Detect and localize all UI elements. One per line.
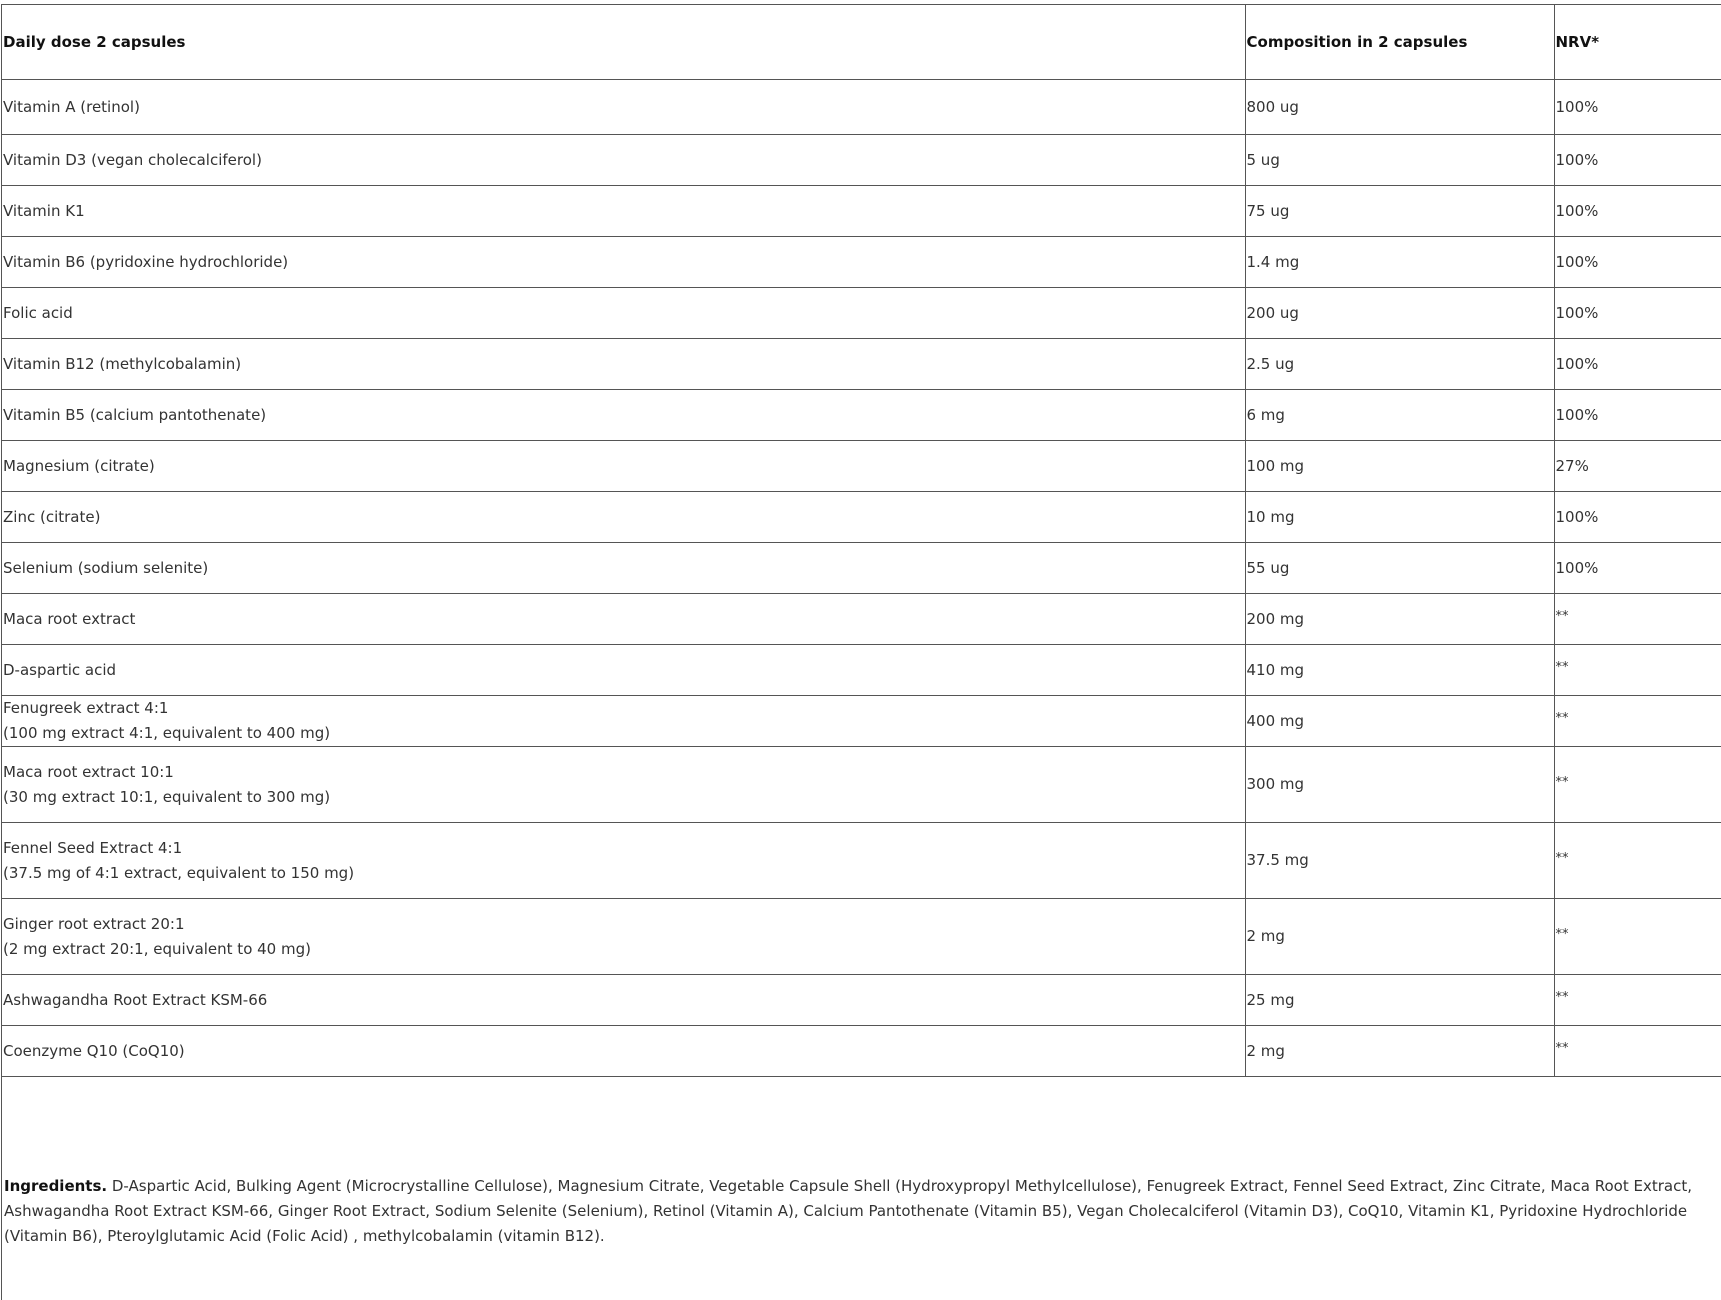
nrv-value: 27% xyxy=(1555,456,1589,475)
nrv-cell xyxy=(1554,135,1721,186)
nutrient-name: Vitamin A (retinol) xyxy=(3,97,140,116)
nutrient-name-cell xyxy=(2,390,1245,441)
nutrient-name-cell xyxy=(2,823,1245,899)
nrv-value: ** xyxy=(1555,926,1569,942)
nrv-value: 100% xyxy=(1555,150,1599,169)
table-row xyxy=(2,1026,1721,1077)
nutrient-note: (30 mg extract 10:1, equivalent to 300 mg) xyxy=(3,787,331,806)
table-row xyxy=(2,288,1721,339)
nrv-value: 100% xyxy=(1555,303,1599,322)
nrv-value: ** xyxy=(1555,990,1569,1005)
table-row xyxy=(2,975,1721,1026)
header-daily-dose: Daily dose 2 capsules xyxy=(2,5,1245,80)
nutrition-sheet xyxy=(1,4,1721,1300)
nutrient-name: Coenzyme Q10 (CoQ10) xyxy=(3,1041,185,1060)
nutrient-name: Vitamin K1 xyxy=(3,201,85,220)
nutrient-name: Maca root extract xyxy=(3,609,136,628)
composition-cell: 200 ug xyxy=(1245,288,1554,339)
composition-cell: 5 ug xyxy=(1245,135,1554,186)
nrv-cell xyxy=(1554,186,1721,237)
nrv-cell xyxy=(1554,975,1721,1026)
nutrient-name: Ginger root extract 20:1 xyxy=(3,914,185,933)
nrv-cell xyxy=(1554,339,1721,390)
composition-cell: 10 mg xyxy=(1245,492,1554,543)
nrv-cell xyxy=(1554,390,1721,441)
nrv-value: ** xyxy=(1555,774,1569,790)
table-row xyxy=(2,543,1721,594)
nutrient-note: (2 mg extract 20:1, equivalent to 40 mg) xyxy=(3,939,311,958)
nutrient-name-cell xyxy=(2,899,1245,975)
composition-cell: 400 mg xyxy=(1245,696,1554,747)
nrv-cell xyxy=(1554,1026,1721,1077)
table-row xyxy=(2,492,1721,543)
nutrient-name-cell xyxy=(2,288,1245,339)
table-row xyxy=(2,186,1721,237)
table-row xyxy=(2,441,1721,492)
nutrient-name-cell xyxy=(2,339,1245,390)
nutrient-name: Ashwagandha Root Extract KSM-66 xyxy=(3,990,268,1009)
table-row xyxy=(2,696,1721,747)
nutrient-name: Maca root extract 10:1 xyxy=(3,762,174,781)
composition-cell: 410 mg xyxy=(1245,645,1554,696)
header-nrv: NRV* xyxy=(1554,5,1721,80)
nrv-cell xyxy=(1554,823,1721,899)
composition-cell: 2.5 ug xyxy=(1245,339,1554,390)
table-row xyxy=(2,899,1721,975)
nutrient-name: Vitamin B12 (methylcobalamin) xyxy=(3,354,242,373)
nrv-value: 100% xyxy=(1555,354,1599,373)
table-row xyxy=(2,237,1721,288)
nrv-cell xyxy=(1554,645,1721,696)
nutrient-name: Zinc (citrate) xyxy=(3,507,101,526)
nutrient-name-cell xyxy=(2,441,1245,492)
table-row xyxy=(2,823,1721,899)
nrv-value: 100% xyxy=(1555,558,1599,577)
composition-cell: 200 mg xyxy=(1245,594,1554,645)
nrv-cell xyxy=(1554,80,1721,135)
composition-cell: 300 mg xyxy=(1245,747,1554,823)
nrv-value: 100% xyxy=(1555,405,1599,424)
nutrient-name-cell xyxy=(2,1026,1245,1077)
nutrient-name-cell xyxy=(2,237,1245,288)
nutrient-name: Fenugreek extract 4:1 xyxy=(3,699,169,717)
nrv-value: 100% xyxy=(1555,507,1599,526)
composition-cell: 100 mg xyxy=(1245,441,1554,492)
nutrient-name: Vitamin D3 (vegan cholecalciferol) xyxy=(3,150,262,169)
table-row xyxy=(2,80,1721,135)
nutrient-name-cell xyxy=(2,696,1245,747)
nutrient-name-cell xyxy=(2,747,1245,823)
nutrient-name-cell xyxy=(2,135,1245,186)
nutrient-name: Folic acid xyxy=(3,303,73,322)
nutrient-name: Vitamin B5 (calcium pantothenate) xyxy=(3,405,267,424)
ingredients-label: Ingredients. xyxy=(4,1177,108,1195)
nrv-value: ** xyxy=(1555,711,1569,726)
nutrient-name: Fennel Seed Extract 4:1 xyxy=(3,838,183,857)
nrv-cell xyxy=(1554,441,1721,492)
composition-cell: 2 mg xyxy=(1245,1026,1554,1077)
nutrient-name: Selenium (sodium selenite) xyxy=(3,558,209,577)
nrv-cell xyxy=(1554,899,1721,975)
nrv-value: ** xyxy=(1555,850,1569,866)
nrv-value: 100% xyxy=(1555,97,1599,116)
nrv-value: ** xyxy=(1555,660,1569,675)
nutrient-name-cell xyxy=(2,543,1245,594)
composition-cell: 2 mg xyxy=(1245,899,1554,975)
ingredients-text: D-Aspartic Acid, Bulking Agent (Microcrystalline Cellulose), Magnesium Citrate, Vegetable Capsule Shell (Hydroxypropyl Methylcellulose), Fenugreek Extract, Fennel Seed Extract, Zinc Citrate, Maca Root Extract, Ashwagandha Root Extract KSM-66, Ginger Root Extract, Sodium Selenite (Selenium), Retinol (Vitamin A), Calcium Pantothenate (Vitamin B5), Vegan Cholecalciferol (Vitamin D3), CoQ10, Vitamin K1, Pyridoxine Hydrochloride (Vitamin B6), Pteroylglutamic Acid (Folic Acid) , methylcobalamin (vitamin B12). xyxy=(4,1177,1692,1245)
table-row xyxy=(2,645,1721,696)
nrv-cell xyxy=(1554,237,1721,288)
nutrient-note: (37.5 mg of 4:1 extract, equivalent to 150 mg) xyxy=(3,863,355,882)
nrv-value: ** xyxy=(1555,609,1569,624)
table-row xyxy=(2,594,1721,645)
table-row xyxy=(2,390,1721,441)
composition-cell: 55 ug xyxy=(1245,543,1554,594)
nrv-value: 100% xyxy=(1555,201,1599,220)
composition-cell: 1.4 mg xyxy=(1245,237,1554,288)
nrv-cell xyxy=(1554,288,1721,339)
composition-cell: 75 ug xyxy=(1245,186,1554,237)
table-row xyxy=(2,135,1721,186)
nrv-cell xyxy=(1554,696,1721,747)
table-row xyxy=(2,747,1721,823)
nrv-cell xyxy=(1554,543,1721,594)
nutrient-name-cell xyxy=(2,975,1245,1026)
nutrient-name: Magnesium (citrate) xyxy=(3,456,155,475)
nutrient-note: (100 mg extract 4:1, equivalent to 400 mg) xyxy=(3,724,331,742)
nrv-cell xyxy=(1554,594,1721,645)
nutrient-name-cell xyxy=(2,492,1245,543)
composition-cell: 800 ug xyxy=(1245,80,1554,135)
table-header-row xyxy=(2,5,1721,80)
ingredients-paragraph xyxy=(4,1174,1716,1249)
composition-cell: 37.5 mg xyxy=(1245,823,1554,899)
header-composition: Composition in 2 capsules xyxy=(1245,5,1554,80)
nutrient-name: Vitamin B6 (pyridoxine hydrochloride) xyxy=(3,252,289,271)
nutrient-name-cell xyxy=(2,80,1245,135)
nrv-cell xyxy=(1554,747,1721,823)
nutrient-name-cell xyxy=(2,186,1245,237)
composition-cell: 6 mg xyxy=(1245,390,1554,441)
nutrient-name-cell xyxy=(2,594,1245,645)
nrv-cell xyxy=(1554,492,1721,543)
composition-cell: 25 mg xyxy=(1245,975,1554,1026)
table-row xyxy=(2,339,1721,390)
nrv-value: ** xyxy=(1555,1041,1569,1056)
nutrient-name: D-aspartic acid xyxy=(3,660,117,679)
nutrient-name-cell xyxy=(2,645,1245,696)
nrv-value: 100% xyxy=(1555,252,1599,271)
nutrition-table xyxy=(2,4,1721,1077)
